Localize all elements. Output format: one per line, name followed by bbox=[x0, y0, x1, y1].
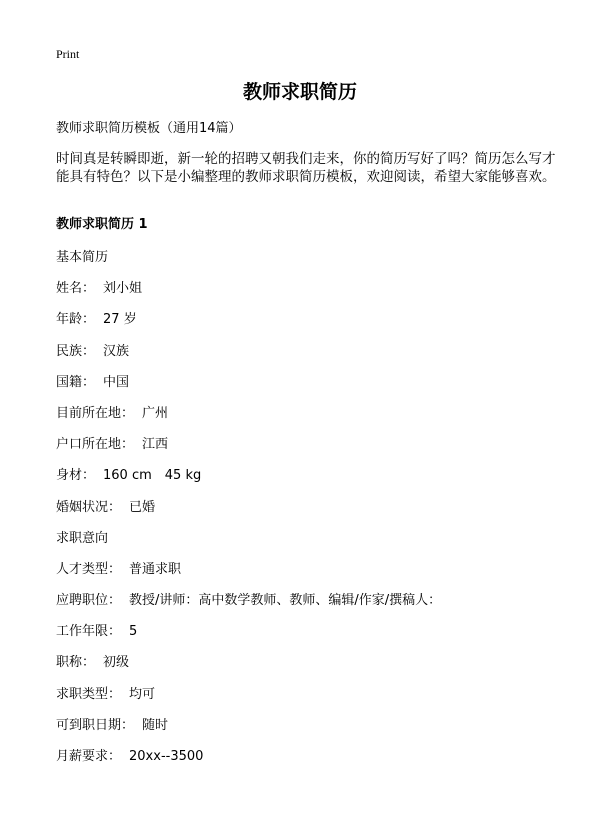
line-value: 随时 bbox=[142, 717, 169, 733]
line-label: 国籍： bbox=[56, 374, 96, 390]
line-value: 20xx--3500 bbox=[129, 749, 204, 764]
line-label: 月薪要求： bbox=[56, 749, 122, 764]
line-value: 5 bbox=[129, 624, 138, 640]
print-label: Print bbox=[56, 47, 80, 61]
resume-line bbox=[56, 373, 556, 404]
resume-line bbox=[56, 498, 556, 529]
line-value: 均可 bbox=[129, 686, 156, 702]
resume-line bbox=[56, 248, 556, 279]
resume-line bbox=[56, 716, 556, 747]
line-value: 初级 bbox=[103, 655, 130, 671]
resume-line bbox=[56, 622, 556, 653]
resume-line bbox=[56, 560, 556, 591]
resume-line bbox=[56, 591, 556, 622]
line-value: 广州 bbox=[142, 405, 169, 421]
line-value: 27 岁 bbox=[103, 312, 137, 328]
line-value: 160 cm 45 kg bbox=[103, 468, 202, 484]
line-label: 年龄： bbox=[56, 312, 96, 328]
line-value: 教授/讲师：高中数学教师、教师、编辑/作家/撰稿人： bbox=[129, 593, 442, 609]
line-label: 求职类型： bbox=[56, 686, 122, 702]
line-value: 中国 bbox=[103, 374, 130, 390]
line-label: 户口所在地： bbox=[56, 437, 135, 453]
line-label: 基本简历 bbox=[56, 250, 109, 265]
line-value: 江西 bbox=[142, 437, 169, 453]
line-value: 刘小姐 bbox=[103, 281, 143, 297]
line-label: 职称： bbox=[56, 655, 96, 671]
line-value: 已婚 bbox=[129, 499, 156, 515]
resume-line bbox=[56, 529, 556, 560]
resume-lines bbox=[56, 248, 556, 778]
resume-line bbox=[56, 404, 556, 435]
line-label: 目前所在地： bbox=[56, 405, 135, 421]
line-label: 姓名： bbox=[56, 281, 96, 297]
line-label: 工作年限： bbox=[56, 624, 122, 640]
resume-line bbox=[56, 747, 556, 778]
line-value: 汉族 bbox=[103, 343, 130, 359]
line-label: 人才类型： bbox=[56, 561, 122, 577]
document-title: 教师求职简历 bbox=[242, 81, 357, 103]
resume-line bbox=[56, 342, 556, 373]
resume-line bbox=[56, 310, 556, 341]
line-label: 应聘职位： bbox=[56, 593, 122, 609]
line-label: 民族： bbox=[56, 343, 96, 359]
line-label: 身材： bbox=[56, 468, 96, 484]
resume-line bbox=[56, 466, 556, 497]
section-heading: 教师求职简历 1 bbox=[56, 217, 148, 232]
resume-line bbox=[56, 279, 556, 310]
resume-line bbox=[56, 685, 556, 716]
intro-paragraph: 时间真是转瞬即逝，新一轮的招聘又朝我们走来，你的简历写好了吗？简历怎么写才能具有特色？以下是小编整理的教师求职简历模板，欢迎阅读，希望大家能够喜欢。 bbox=[56, 151, 556, 185]
document-subtitle: 教师求职简历模板（通用14篇） bbox=[56, 121, 242, 136]
line-label: 求职意向 bbox=[56, 530, 109, 546]
line-label: 可到职日期： bbox=[56, 717, 135, 733]
resume-line bbox=[56, 435, 556, 466]
line-label: 婚姻状况： bbox=[56, 499, 122, 515]
line-value: 普通求职 bbox=[129, 561, 182, 577]
resume-line bbox=[56, 653, 556, 684]
